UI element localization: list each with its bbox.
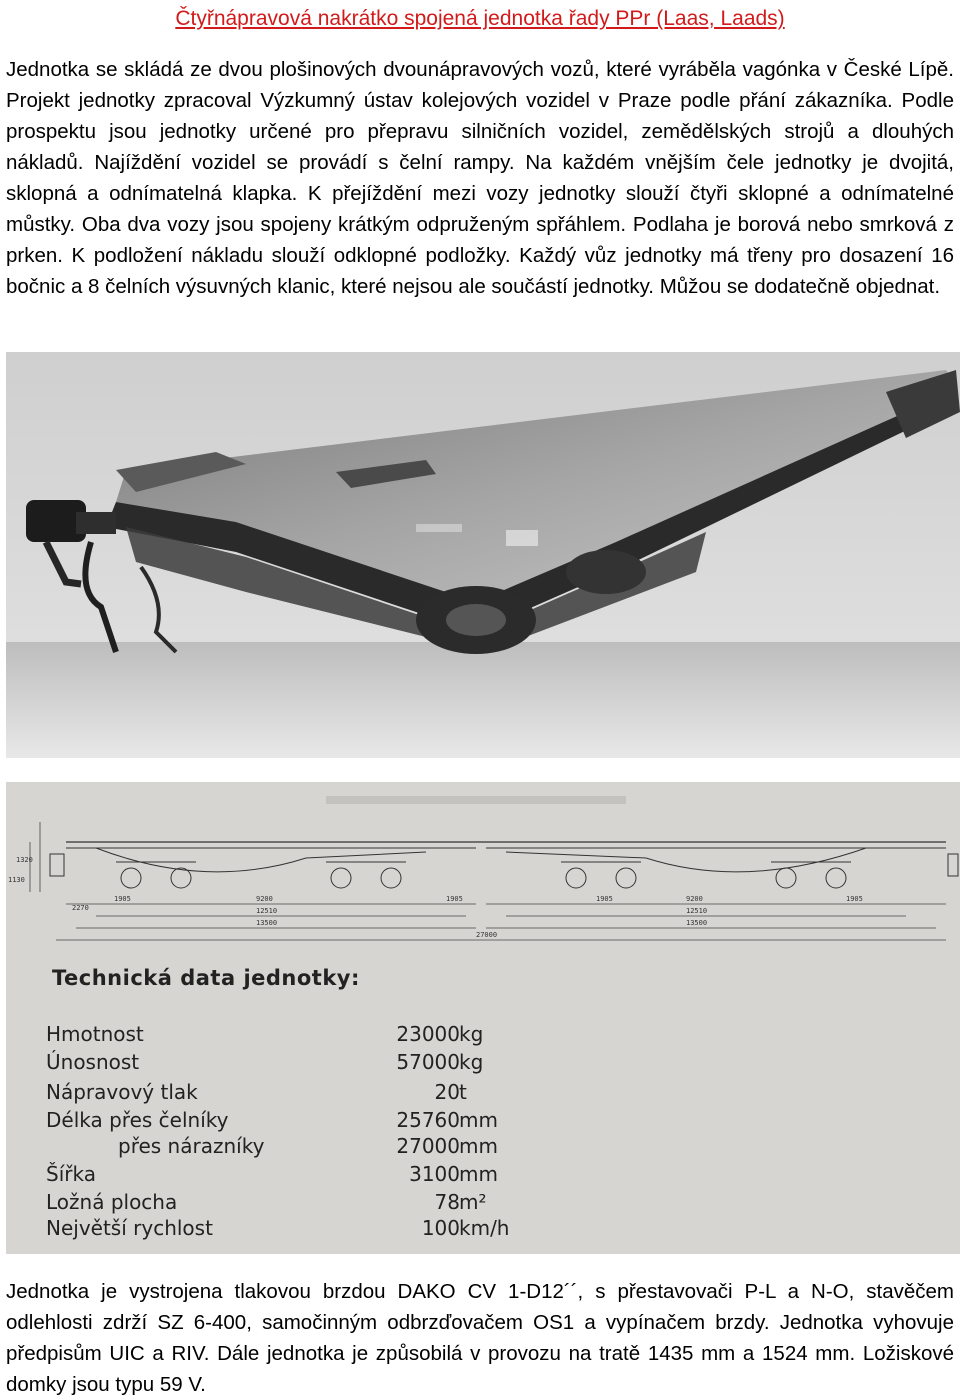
dim-label: 1905 (596, 895, 613, 903)
tech-unit: km/h (459, 1216, 510, 1240)
tech-unit: mm (459, 1108, 498, 1132)
tech-label: Šířka (46, 1162, 96, 1186)
tech-label: Délka přes čelníky (46, 1108, 229, 1132)
tech-unit: mm (459, 1134, 498, 1158)
tech-value: 23000 (396, 1022, 460, 1046)
tech-row (0, 1080, 954, 1110)
tech-value: 57000 (396, 1050, 460, 1074)
wagon-photo (6, 352, 960, 758)
tech-row (0, 1022, 954, 1052)
intro-paragraph: Jednotka se skládá ze dvou plošinových dvounápravových vozů, které vyráběla vagónka v České Lípě. Projekt jednotky zpracoval Výzkumný ústav kolejových vozidel v Praze podle přání zákazníka. Podle prospektu jsou jednotky určené pro přepravu silničních vozidel, zemědělských strojů a dlouhých nákladů. Najíždění vozidel se provádí s čelní rampy. Na každém vnějším čele jednotky je dvojitá, sklopná a odnímatelná klapka. K přejíždění mezi vozy jednotky slouží čtyři sklopné a odnímatelné můstky. Oba dva vozy jsou spojeny krátkým odpruženým spřáhlem. Podlaha je borová nebo smrková z prken. K podložení nákladu slouží odklopné podložky. Každý vůz jednotky má třeny pro dosazení 16 bočnic a 8 čelních výsuvných klanic, které nejsou ale součástí jednotky. Můžou se dodatečně objednat. (6, 58, 954, 298)
page-title: Čtyřnápravová nakrátko spojená jednotka řady PPr (Laas, Laads) (175, 7, 785, 30)
tech-unit: m² (459, 1190, 487, 1214)
tech-unit: t (459, 1080, 467, 1104)
dim-label: 13500 (256, 919, 278, 927)
tech-label: Nápravový tlak (46, 1080, 198, 1104)
dim-label: 9200 (256, 895, 273, 903)
dim-label: 2270 (72, 904, 89, 912)
tech-value: 100 (421, 1216, 460, 1240)
tech-label: přes nárazníky (118, 1134, 265, 1158)
tech-value: 78 (434, 1190, 460, 1214)
dim-label: 27000 (476, 931, 498, 939)
tech-row (0, 1050, 954, 1080)
tech-value: 25760 (396, 1108, 460, 1132)
dim-label: 1905 (846, 895, 863, 903)
tech-label: Únosnost (46, 1050, 140, 1074)
dim-label: 12510 (686, 907, 708, 915)
outro-paragraph: Jednotka je vystrojena tlakovou brzdou DAKO CV 1-D12´´, s přestavovači P-L a N-O, stavěčem odlehlosti zdrží SZ 6-400, samočinným odbrzďovačem OS1 a vypínačem brzdy. Jednotka vyhovuje předpisům UIC a RIV. Dále jednotka je způsobilá v provozu na tratě 1435 mm a 1524 mm. Ložiskové domky jsou typu 59 V. (6, 1280, 954, 1396)
dim-label: 13500 (686, 919, 708, 927)
tech-label: Ložná plocha (46, 1190, 178, 1214)
dim-label: 12510 (256, 907, 278, 915)
tech-unit: mm (459, 1162, 498, 1186)
tech-row (0, 1162, 954, 1192)
tech-row (0, 1216, 954, 1246)
tech-value: 3100 (409, 1162, 460, 1186)
dim-label: 1905 (114, 895, 131, 903)
tech-value: 20 (434, 1080, 460, 1104)
tech-data-heading: Technická data jednotky: (52, 966, 360, 990)
dim-label: 1130 (8, 876, 25, 884)
tech-label: Největší rychlost (46, 1216, 213, 1240)
tech-unit: kg (459, 1050, 484, 1074)
tech-value: 27000 (396, 1134, 460, 1158)
tech-unit: kg (459, 1022, 484, 1046)
tech-label: Hmotnost (46, 1022, 144, 1046)
dim-label: 1905 (446, 895, 463, 903)
dim-label: 1320 (16, 856, 33, 864)
dim-label: 9200 (686, 895, 703, 903)
tech-row (0, 1134, 954, 1164)
